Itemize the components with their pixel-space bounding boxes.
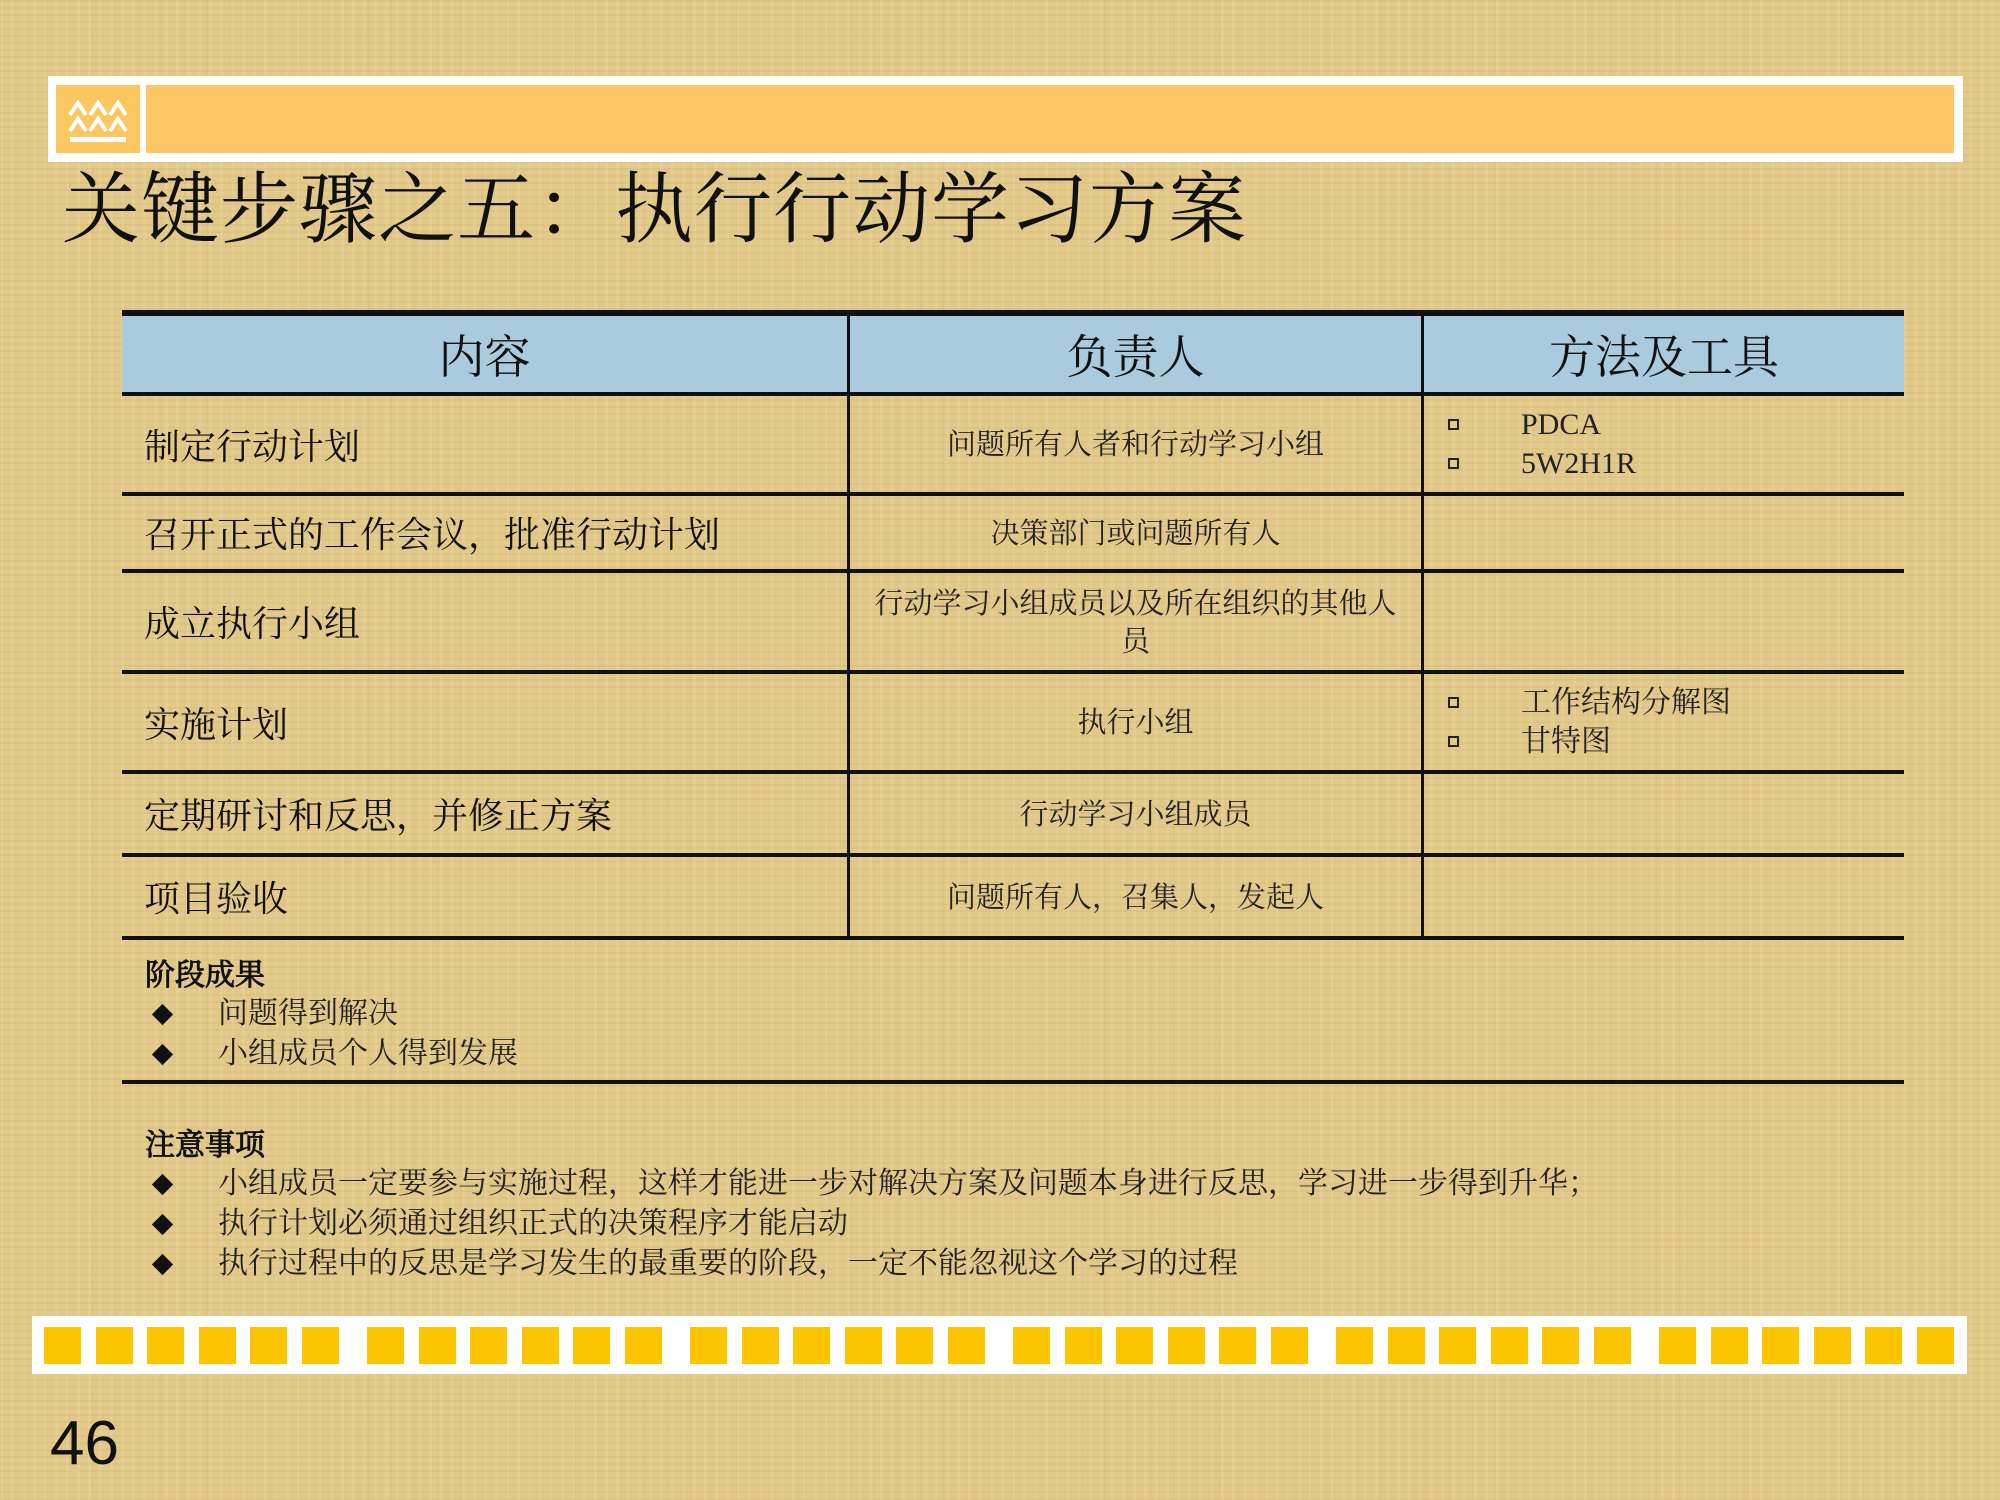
row-owner: 行动学习小组成员 <box>850 774 1424 853</box>
footer-square <box>1865 1327 1902 1364</box>
row-content: 召开正式的工作会议，批准行动计划 <box>122 496 850 569</box>
footer-square <box>199 1327 236 1364</box>
tool-item: 甘特图 <box>1446 722 1731 761</box>
footer-square <box>96 1327 133 1364</box>
footer-square <box>1762 1327 1799 1364</box>
list-item: 小组成员个人得到发展 <box>145 1034 518 1074</box>
row-content: 制定行动计划 <box>122 396 850 492</box>
footer-square <box>250 1327 287 1364</box>
page-title: 关键步骤之五：执行行动学习方案 <box>62 165 1248 255</box>
tool-item: PDCA <box>1446 405 1636 444</box>
footer-square <box>1917 1327 1954 1364</box>
tool-item: 5W2H1R <box>1446 444 1636 483</box>
row-tools <box>1424 674 1904 770</box>
hollow-square-bullet-icon <box>1448 736 1459 747</box>
diamond-bullet-icon <box>152 1043 173 1064</box>
list-item: 小组成员一定要参与实施过程，这样才能进一步对解决方案及问题本身进行反思，学习进一步得到升华； <box>145 1164 1598 1204</box>
footer-square <box>1065 1327 1102 1364</box>
footer-square <box>1013 1327 1050 1364</box>
diamond-bullet-icon <box>152 1003 173 1024</box>
footer-square <box>1271 1327 1308 1364</box>
row-tools <box>1424 857 1904 936</box>
results-divider <box>122 1080 1904 1084</box>
row-owner: 行动学习小组成员以及所在组织的其他人员 <box>850 573 1424 670</box>
row-content: 实施计划 <box>122 674 850 770</box>
row-owner: 决策部门或问题所有人 <box>850 496 1424 569</box>
footer-square <box>147 1327 184 1364</box>
table-row <box>122 573 1904 674</box>
footer-square <box>1491 1327 1528 1364</box>
footer-square <box>1116 1327 1153 1364</box>
hollow-square-bullet-icon <box>1448 458 1459 469</box>
header-owner: 负责人 <box>850 316 1424 392</box>
table-row <box>122 774 1904 857</box>
row-owner: 执行小组 <box>850 674 1424 770</box>
header-band <box>48 76 1963 162</box>
footer-square <box>690 1327 727 1364</box>
header-content: 内容 <box>122 316 850 392</box>
logo-block <box>56 85 140 153</box>
row-owner: 问题所有人，召集人，发起人 <box>850 857 1424 936</box>
row-content: 定期研讨和反思，并修正方案 <box>122 774 850 853</box>
footer-square <box>522 1327 559 1364</box>
notes-title: 注意事项 <box>145 1128 265 1163</box>
footer-square <box>44 1327 81 1364</box>
footer-square <box>625 1327 662 1364</box>
plan-table <box>122 310 1904 940</box>
footer-square <box>948 1327 985 1364</box>
tool-item: 工作结构分解图 <box>1446 683 1731 722</box>
diamond-bullet-icon <box>152 1213 173 1234</box>
footer-square <box>1542 1327 1579 1364</box>
footer-square <box>1814 1327 1851 1364</box>
row-tools <box>1424 774 1904 853</box>
tools-list <box>1446 683 1731 761</box>
hollow-square-bullet-icon <box>1448 697 1459 708</box>
results-section <box>145 950 518 1074</box>
tools-list <box>1446 405 1636 483</box>
header-tools: 方法及工具 <box>1549 330 1779 384</box>
table-row <box>122 857 1904 940</box>
footer-square <box>302 1327 339 1364</box>
footer-square <box>1219 1327 1256 1364</box>
table-row <box>122 496 1904 573</box>
row-tools <box>1424 496 1904 569</box>
diamond-bullet-icon <box>152 1173 173 1194</box>
table-row <box>122 674 1904 774</box>
footer-square-band <box>32 1316 1967 1374</box>
list-item: 执行计划必须通过组织正式的决策程序才能启动 <box>145 1204 1598 1244</box>
mountain-wave-logo-icon <box>68 95 128 145</box>
page-number: 46 <box>50 1409 119 1478</box>
footer-square <box>1659 1327 1696 1364</box>
footer-square <box>573 1327 610 1364</box>
footer-square <box>1594 1327 1631 1364</box>
row-content: 成立执行小组 <box>122 573 850 670</box>
list-item: 问题得到解决 <box>145 994 518 1034</box>
header-fill-bar <box>146 85 1954 153</box>
row-tools <box>1424 396 1904 492</box>
results-title: 阶段成果 <box>145 958 265 993</box>
notes-section <box>145 1120 1598 1284</box>
table-header-row <box>122 310 1904 396</box>
footer-square <box>419 1327 456 1364</box>
footer-square <box>1711 1327 1748 1364</box>
table-row <box>122 396 1904 496</box>
hollow-square-bullet-icon <box>1448 419 1459 430</box>
diamond-bullet-icon <box>152 1253 173 1274</box>
footer-square <box>1388 1327 1425 1364</box>
footer-square <box>1168 1327 1205 1364</box>
row-content: 项目验收 <box>122 857 850 936</box>
footer-square <box>1336 1327 1373 1364</box>
footer-square <box>470 1327 507 1364</box>
footer-square <box>1439 1327 1476 1364</box>
footer-square <box>793 1327 830 1364</box>
footer-square <box>367 1327 404 1364</box>
row-tools <box>1424 573 1904 670</box>
row-owner: 问题所有人者和行动学习小组 <box>850 396 1424 492</box>
list-item: 执行过程中的反思是学习发生的最重要的阶段，一定不能忽视这个学习的过程 <box>145 1244 1598 1284</box>
footer-square <box>845 1327 882 1364</box>
footer-square <box>896 1327 933 1364</box>
footer-square <box>742 1327 779 1364</box>
